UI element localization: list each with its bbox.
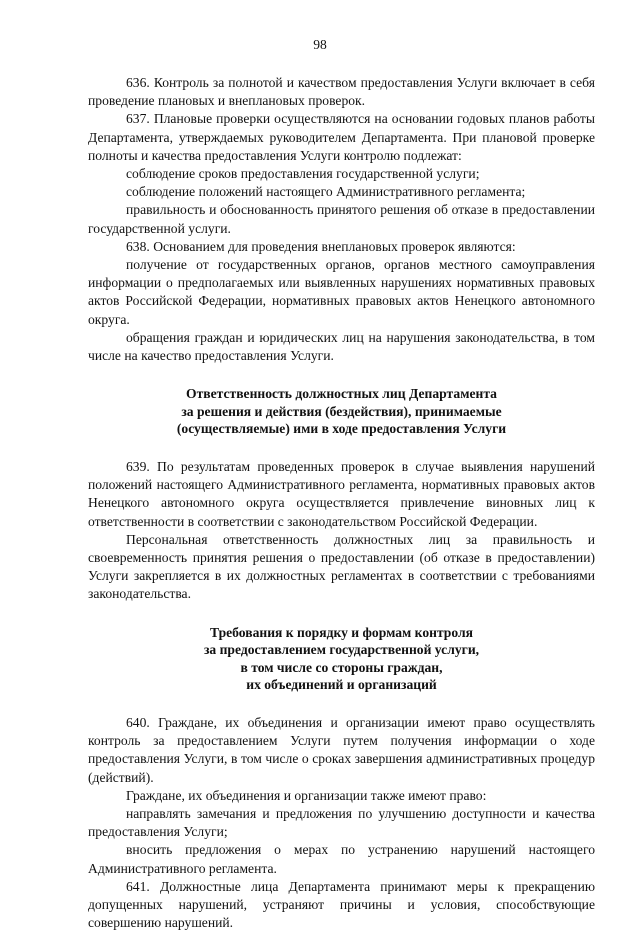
- paragraph-636: 636. Контроль за полнотой и качеством предоставления Услуги включает в себя проведение плановых и внеплановых проверок.: [88, 75, 595, 109]
- spacer: [88, 604, 595, 624]
- heading-control-requirements-line-3: в том числе со стороны граждан,: [240, 659, 443, 675]
- paragraph-637: 637. Плановые проверки осуществляются на основании годовых планов работы Департамента, утверждаемых руководителем Департамента. При плановой проверке полноты и качества предоставления Услуги контролю подлежат:: [88, 111, 595, 163]
- document-body: [88, 74, 595, 932]
- page-number: 98: [313, 37, 327, 52]
- paragraph-637-item-2: соблюдение положений настоящего Административного регламента;: [126, 184, 526, 200]
- paragraph-640-b: Граждане, их объединения и организации также имеют право:: [126, 787, 487, 803]
- heading-control-requirements-line-1: Требования к порядку и формам контроля: [210, 624, 473, 640]
- heading-responsibility-line-2: за решения и действия (бездействия), принимаемые: [181, 403, 502, 419]
- paragraph-638: 638. Основанием для проведения внеплановых проверок являются:: [126, 238, 516, 254]
- paragraph-640: 640. Граждане, их объединения и организации имеют право осуществлять контроль за предоставлением Услуги путем получения информации о ходе предоставления Услуги, в том числе о сроках завершения административных процедур (действий).: [88, 715, 595, 785]
- heading-responsibility-line-3: (осуществляемые) ими в ходе предоставления Услуги: [176, 421, 507, 437]
- spacer: [88, 438, 595, 458]
- paragraph-639-b: Персональная ответственность должностных лиц за правильность и своевременность принятия решения о предоставлении (об отказе в предоставлении) Услуги закрепляется в их должностных регламентах в соответствии с требованиями законодательства.: [88, 531, 595, 602]
- heading-control-requirements-line-2: за предоставлением государственной услуги,: [203, 642, 480, 658]
- paragraph-639: 639. По результатам проведенных проверок в случае выявления нарушений положений настоящего Административного регламента, нормативных правовых актов Ненецкого автономного округа осуществляется привлечение виновных лиц к ответственности в соответствии с законодательством Российской Федерации.: [88, 459, 595, 529]
- heading-responsibility-line-1: Ответственность должностных лиц Департамента: [186, 386, 497, 402]
- paragraph-637-item-3: правильность и обоснованность принятого решения об отказе в предоставлении государственной услуги.: [88, 202, 595, 236]
- paragraph-638-item-2: обращения граждан и юридических лиц на нарушения законодательства, в том числе на качество предоставления Услуги.: [88, 329, 595, 364]
- paragraph-640-item-1: направлять замечания и предложения по улучшению доступности и качества предоставления Услуги;: [88, 806, 595, 840]
- paragraph-638-item-1: получение от государственных органов, органов местного самоуправления информации о предполагаемых или выявленных нарушениях нормативных правовых актов Российской Федерации, нормативных правовых актов Ненецкого автономного округа.: [88, 257, 595, 327]
- paragraph-640-item-2: вносить предложения о мерах по устранению нарушений настоящего Административного регламента.: [88, 842, 595, 876]
- spacer: [88, 365, 595, 385]
- paragraph-637-item-1: соблюдение сроков предоставления государственной услуги;: [126, 166, 480, 182]
- spacer: [88, 694, 595, 714]
- paragraph-641: 641. Должностные лица Департамента принимают меры к прекращению допущенных нарушений, устраняют причины и условия, способствующие совершению нарушений.: [88, 878, 595, 931]
- heading-control-requirements-line-4: их объединений и организаций: [246, 677, 437, 693]
